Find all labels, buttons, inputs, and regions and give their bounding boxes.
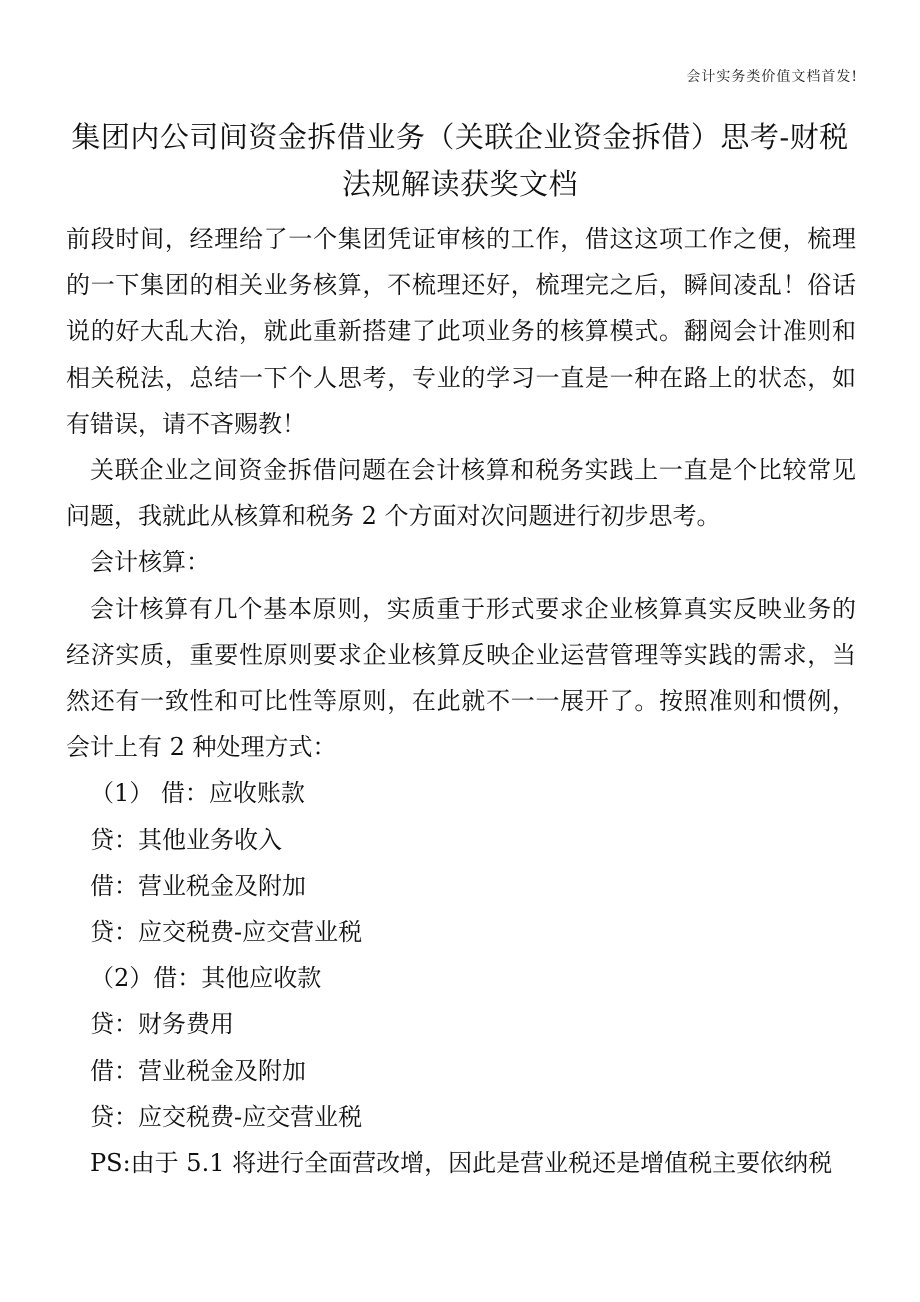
document-body [66,216,856,1186]
section-heading-accounting: 会计核算： [90,548,210,577]
journal-entry-line: 贷：应交税费-应交营业税 [90,918,363,947]
document-title: 集团内公司间资金拆借业务（关联企业资金拆借）思考-财税法规解读获奖文档 [71,120,849,201]
journal-entry-line: （2）借：其他应收款 [90,964,322,993]
paragraph-intro: 前段时间，经理给了一个集团凭证审核的工作，借这这项工作之便，梳理的一下集团的相关业务核算，不梳理还好，梳理完之后，瞬间凌乱！俗话说的好大乱大治，就此重新搭建了此项业务的核算模式。翻阅会计准则和相关税法，总结一下个人思考，专业的学习一直是一种在路上的状态，如有错误，请不吝赐教！ [66,225,856,438]
journal-entry-line: 借：营业税金及附加 [90,1056,306,1085]
journal-entry-line: 贷：应交税费-应交营业税 [90,1102,363,1131]
ps-note: PS:由于 5.1 将进行全面营改增，因此是营业税还是增值税主要依纳税 [90,1149,833,1178]
header-note: 会计实务类价值文档首发! [686,69,858,85]
journal-entry-line: 贷：其他业务收入 [90,825,282,854]
journal-entry-line: 借：营业税金及附加 [90,871,306,900]
paragraph-principles: 会计核算有几个基本原则，实质重于形式要求企业核算真实反映业务的经济实质，重要性原则要求企业核算反映企业运营管理等实践的需求，当然还有一致性和可比性等原则，在此就不一一展开了。按照准则和惯例，会计上有 2 种处理方式： [66,594,856,762]
paragraph-topic: 关联企业之间资金拆借问题在会计核算和税务实践上一直是个比较常见问题，我就此从核算和税务 2 个方面对次问题进行初步思考。 [66,456,856,531]
journal-entry-line: 贷：财务费用 [90,1010,234,1039]
journal-entry-line: （1） 借：应收账款 [90,779,305,808]
